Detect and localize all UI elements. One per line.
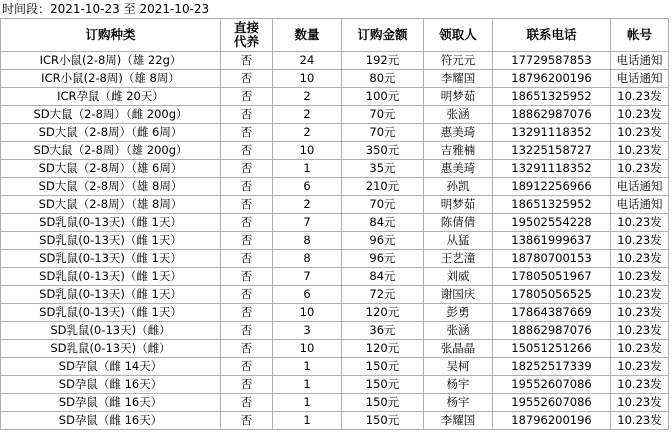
cell-quantity: 3 xyxy=(273,322,342,340)
cell-direct-foster: 否 xyxy=(221,214,273,232)
cell-amount: 120元 xyxy=(342,304,424,322)
cell-account: 10.23发 xyxy=(611,322,669,340)
cell-account: 10.23发 xyxy=(611,214,669,232)
cell-order-type: SD乳鼠(0-13天)（雌 1天） xyxy=(1,250,221,268)
cell-amount: 70元 xyxy=(342,106,424,124)
table-row xyxy=(1,340,669,358)
cell-recipient: 惠美琦 xyxy=(424,160,493,178)
cell-direct-foster: 否 xyxy=(221,88,273,106)
table-row xyxy=(1,322,669,340)
time-period xyxy=(0,0,209,18)
cell-account: 10.23发 xyxy=(611,412,669,430)
table-row xyxy=(1,286,669,304)
cell-amount: 150元 xyxy=(342,376,424,394)
cell-phone: 18912256966 xyxy=(493,178,611,196)
cell-recipient: 李耀国 xyxy=(424,412,493,430)
cell-account: 10.23发 xyxy=(611,268,669,286)
cell-order-type: SD大鼠（2-8周）（雄 200g） xyxy=(1,142,221,160)
cell-recipient: 刘威 xyxy=(424,268,493,286)
period-end: 2021-10-23 xyxy=(139,2,210,16)
table-row xyxy=(1,142,669,160)
table-row xyxy=(1,178,669,196)
cell-amount: 350元 xyxy=(342,142,424,160)
cell-quantity: 1 xyxy=(273,358,342,376)
cell-quantity: 6 xyxy=(273,178,342,196)
cell-recipient: 明梦茹 xyxy=(424,88,493,106)
cell-order-type: SD大鼠（2-8周）（雄 8周） xyxy=(1,178,221,196)
cell-amount: 100元 xyxy=(342,88,424,106)
cell-recipient: 张晶晶 xyxy=(424,340,493,358)
table-row xyxy=(1,88,669,106)
period-separator: 至 xyxy=(123,2,136,16)
header-amount: 订购金额 xyxy=(342,19,424,52)
cell-order-type: SD乳鼠(0-13天)（雌） xyxy=(1,340,221,358)
cell-account: 10.23发 xyxy=(611,106,669,124)
cell-phone: 18796200196 xyxy=(493,70,611,88)
cell-order-type: SD孕鼠（雌 14天） xyxy=(1,358,221,376)
cell-account: 10.23发 xyxy=(611,250,669,268)
cell-amount: 96元 xyxy=(342,250,424,268)
table-row xyxy=(1,232,669,250)
cell-amount: 150元 xyxy=(342,394,424,412)
cell-phone: 18862987076 xyxy=(493,322,611,340)
header-row xyxy=(1,19,669,52)
cell-phone: 13291118352 xyxy=(493,124,611,142)
cell-account: 10.23发 xyxy=(611,376,669,394)
cell-account: 电话通知 xyxy=(611,70,669,88)
table-row xyxy=(1,214,669,232)
cell-direct-foster: 否 xyxy=(221,250,273,268)
cell-order-type: SD孕鼠（雌 16天） xyxy=(1,376,221,394)
cell-direct-foster: 否 xyxy=(221,376,273,394)
period-start: 2021-10-23 xyxy=(50,2,120,16)
cell-direct-foster: 否 xyxy=(221,268,273,286)
cell-recipient: 吉雅楠 xyxy=(424,142,493,160)
cell-account: 10.23发 xyxy=(611,232,669,250)
cell-account: 10.23发 xyxy=(611,304,669,322)
cell-account: 电话通知 xyxy=(611,178,669,196)
cell-account: 10.23发 xyxy=(611,358,669,376)
header-quantity: 数量 xyxy=(273,19,342,52)
cell-direct-foster: 否 xyxy=(221,232,273,250)
cell-order-type: SD孕鼠（雌 16天） xyxy=(1,394,221,412)
cell-recipient: 吴柯 xyxy=(424,358,493,376)
cell-direct-foster: 否 xyxy=(221,106,273,124)
cell-direct-foster: 否 xyxy=(221,412,273,430)
table-row xyxy=(1,70,669,88)
cell-amount: 36元 xyxy=(342,322,424,340)
cell-recipient: 从猛 xyxy=(424,232,493,250)
cell-direct-foster: 否 xyxy=(221,178,273,196)
cell-direct-foster: 否 xyxy=(221,124,273,142)
cell-order-type: SD乳鼠(0-13天)（雌 1天） xyxy=(1,214,221,232)
cell-amount: 84元 xyxy=(342,214,424,232)
cell-order-type: SD乳鼠(0-13天)（雌 1天） xyxy=(1,286,221,304)
cell-account: 10.23发 xyxy=(611,160,669,178)
cell-quantity: 2 xyxy=(273,196,342,214)
cell-direct-foster: 否 xyxy=(221,52,273,70)
cell-account: 10.23发 xyxy=(611,142,669,160)
cell-order-type: SD乳鼠(0-13天)（雌） xyxy=(1,322,221,340)
cell-order-type: SD大鼠（2-8周）（雌 6周） xyxy=(1,124,221,142)
cell-recipient: 张涵 xyxy=(424,106,493,124)
cell-order-type: SD乳鼠(0-13天)（雌 1天） xyxy=(1,232,221,250)
cell-account: 电话通知 xyxy=(611,196,669,214)
cell-account: 10.23发 xyxy=(611,394,669,412)
table-row xyxy=(1,106,669,124)
cell-direct-foster: 否 xyxy=(221,160,273,178)
cell-recipient: 陈倩倩 xyxy=(424,214,493,232)
cell-order-type: ICR小鼠(2-8周)（雄 8周） xyxy=(1,70,221,88)
table-row xyxy=(1,196,669,214)
cell-phone: 18651325952 xyxy=(493,196,611,214)
cell-quantity: 1 xyxy=(273,160,342,178)
cell-direct-foster: 否 xyxy=(221,286,273,304)
cell-direct-foster: 否 xyxy=(221,322,273,340)
cell-direct-foster: 否 xyxy=(221,340,273,358)
header-recipient: 领取人 xyxy=(424,19,493,52)
cell-quantity: 7 xyxy=(273,268,342,286)
cell-quantity: 10 xyxy=(273,304,342,322)
header-phone: 联系电话 xyxy=(493,19,611,52)
table-row xyxy=(1,376,669,394)
cell-quantity: 8 xyxy=(273,232,342,250)
cell-amount: 80元 xyxy=(342,70,424,88)
cell-recipient: 王艺潼 xyxy=(424,250,493,268)
cell-amount: 35元 xyxy=(342,160,424,178)
table-row xyxy=(1,160,669,178)
cell-amount: 70元 xyxy=(342,124,424,142)
cell-phone: 17864387669 xyxy=(493,304,611,322)
cell-recipient: 明梦茹 xyxy=(424,196,493,214)
table-row xyxy=(1,52,669,70)
cell-order-type: SD大鼠（2-8周）（雄 6周） xyxy=(1,160,221,178)
period-label: 时间段： xyxy=(2,2,51,16)
cell-amount: 70元 xyxy=(342,196,424,214)
cell-quantity: 10 xyxy=(273,340,342,358)
cell-amount: 120元 xyxy=(342,340,424,358)
cell-direct-foster: 否 xyxy=(221,304,273,322)
header-account: 帐号 xyxy=(611,19,669,52)
cell-recipient: 彭勇 xyxy=(424,304,493,322)
cell-amount: 210元 xyxy=(342,178,424,196)
cell-recipient: 孙凯 xyxy=(424,178,493,196)
cell-recipient: 张涵 xyxy=(424,322,493,340)
cell-order-type: SD大鼠（2-8周）（雄 8周） xyxy=(1,196,221,214)
cell-quantity: 8 xyxy=(273,250,342,268)
cell-amount: 150元 xyxy=(342,358,424,376)
table-row xyxy=(1,358,669,376)
cell-amount: 150元 xyxy=(342,412,424,430)
cell-amount: 84元 xyxy=(342,268,424,286)
cell-quantity: 2 xyxy=(273,124,342,142)
cell-direct-foster: 否 xyxy=(221,196,273,214)
cell-amount: 192元 xyxy=(342,52,424,70)
cell-phone: 18862987076 xyxy=(493,106,611,124)
cell-phone: 19552607086 xyxy=(493,394,611,412)
header-direct-foster-line2: 代养 xyxy=(233,34,259,49)
cell-quantity: 7 xyxy=(273,214,342,232)
cell-quantity: 24 xyxy=(273,52,342,70)
cell-order-type: SD乳鼠(0-13天)（雌 1天） xyxy=(1,304,221,322)
header-direct-foster xyxy=(221,19,273,52)
table-row xyxy=(1,124,669,142)
cell-recipient: 惠美琦 xyxy=(424,124,493,142)
cell-order-type: SD孕鼠（雌 16天） xyxy=(1,412,221,430)
cell-quantity: 10 xyxy=(273,70,342,88)
cell-phone: 17805051967 xyxy=(493,268,611,286)
table-row xyxy=(1,394,669,412)
cell-quantity: 1 xyxy=(273,412,342,430)
cell-direct-foster: 否 xyxy=(221,358,273,376)
cell-phone: 17729587853 xyxy=(493,52,611,70)
cell-order-type: SD乳鼠(0-13天)（雌 1天） xyxy=(1,268,221,286)
cell-order-type: SD大鼠（2-8周）（雌 200g） xyxy=(1,106,221,124)
cell-recipient: 李耀国 xyxy=(424,70,493,88)
cell-direct-foster: 否 xyxy=(221,70,273,88)
cell-phone: 13861999637 xyxy=(493,232,611,250)
cell-account: 10.23发 xyxy=(611,124,669,142)
cell-phone: 13225158727 xyxy=(493,142,611,160)
cell-account: 10.23发 xyxy=(611,88,669,106)
cell-order-type: ICR孕鼠（雌 20天） xyxy=(1,88,221,106)
cell-phone: 19552607086 xyxy=(493,376,611,394)
cell-quantity: 6 xyxy=(273,286,342,304)
cell-direct-foster: 否 xyxy=(221,394,273,412)
cell-account: 电话通知 xyxy=(611,52,669,70)
cell-recipient: 符元元 xyxy=(424,52,493,70)
cell-phone: 18651325952 xyxy=(493,88,611,106)
cell-account: 10.23发 xyxy=(611,286,669,304)
order-table xyxy=(0,18,669,430)
header-order-type: 订购种类 xyxy=(1,19,221,52)
table-row xyxy=(1,250,669,268)
cell-phone: 18796200196 xyxy=(493,412,611,430)
cell-order-type: ICR小鼠(2-8周)（雄 22g） xyxy=(1,52,221,70)
table-row xyxy=(1,304,669,322)
cell-quantity: 1 xyxy=(273,376,342,394)
cell-phone: 19502554228 xyxy=(493,214,611,232)
cell-quantity: 2 xyxy=(273,88,342,106)
cell-quantity: 10 xyxy=(273,142,342,160)
table-row xyxy=(1,412,669,430)
cell-recipient: 杨宇 xyxy=(424,376,493,394)
cell-recipient: 杨宇 xyxy=(424,394,493,412)
cell-quantity: 2 xyxy=(273,106,342,124)
cell-account: 10.23发 xyxy=(611,340,669,358)
cell-phone: 15051251266 xyxy=(493,340,611,358)
table-row xyxy=(1,268,669,286)
cell-recipient: 谢国庆 xyxy=(424,286,493,304)
cell-amount: 96元 xyxy=(342,232,424,250)
cell-phone: 18780700153 xyxy=(493,250,611,268)
header-direct-foster-line1: 直接 xyxy=(233,20,259,35)
cell-quantity: 1 xyxy=(273,394,342,412)
cell-direct-foster: 否 xyxy=(221,142,273,160)
cell-phone: 13291118352 xyxy=(493,160,611,178)
cell-amount: 72元 xyxy=(342,286,424,304)
cell-phone: 17805056525 xyxy=(493,286,611,304)
cell-phone: 18252517339 xyxy=(493,358,611,376)
